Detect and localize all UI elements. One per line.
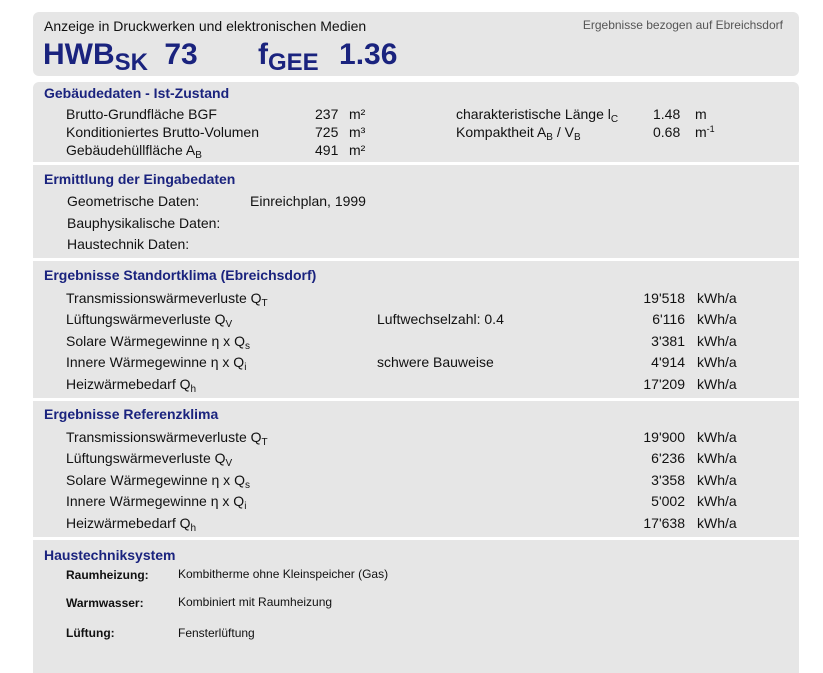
eingabe-panel — [33, 165, 799, 258]
gebaeude-unit: m³ — [349, 124, 366, 140]
result-unit: kWh/a — [697, 471, 737, 488]
result-label: Transmissionswärmeverluste $Q_T$ — [66, 429, 268, 448]
standort-panel — [33, 261, 799, 398]
result-label: Solare Wärmegewinne η x $Q_s$ — [66, 471, 250, 491]
result-value: 6'116 — [652, 311, 685, 328]
gebaeude-panel — [33, 82, 799, 162]
result-value: 19'518 — [643, 290, 685, 306]
haustechnik-label: Raumheizung: — [66, 568, 149, 582]
gebaeude-value: 491 — [315, 142, 339, 158]
gebaeude-right-row: Kompaktheit $A_B / V_B$ — [456, 124, 581, 143]
eingabe-value: Einreichplan, 1999 — [250, 193, 366, 209]
header-note: Ergebnisse bezogen auf Ebreichsdorf — [582, 18, 783, 32]
gebaeude-row: Gebäudehüllfläche $A_B$ — [66, 142, 202, 161]
fgee-indicator — [258, 38, 398, 76]
fgee-label: f — [258, 38, 268, 71]
result-unit: kWh/a — [697, 429, 737, 445]
haustechnik-panel — [33, 540, 799, 673]
haustechnik-label: Lüftung: — [66, 626, 115, 640]
result-note: Luftwechselzahl: 0.4 — [377, 311, 504, 328]
gebaeude-row: Brutto-Grundfläche BGF — [66, 106, 217, 122]
result-label: Innere Wärmegewinne η x $Q_i$ — [66, 493, 247, 513]
haustechnik-value: Kombitherme ohne Kleinspeicher (Gas) — [178, 567, 389, 581]
result-unit: kWh/a — [697, 493, 737, 510]
gebaeude-right-row: charakteristische Länge $l_C$ — [456, 106, 619, 125]
result-label: Heizwärmebedarf $Q_h$ — [66, 375, 197, 395]
gebaeude-right-unit: $m^{-1}$ — [695, 124, 715, 140]
result-label: Heizwärmebedarf $Q_h$ — [66, 514, 197, 534]
result-value: 17'209 — [643, 375, 685, 392]
result-unit: kWh/a — [697, 514, 737, 531]
hwb-sub: SK — [114, 49, 148, 76]
gebaeude-unit: m² — [349, 142, 366, 158]
gebaeude-row: Konditioniertes Brutto-Volumen — [66, 124, 259, 140]
result-value: 4'914 — [651, 354, 685, 371]
result-value: 3'381 — [651, 332, 685, 349]
section-title-referenz: Ergebnisse Referenzklima — [44, 406, 219, 422]
eingabe-label: Bauphysikalische Daten: — [67, 215, 221, 231]
result-label: Solare Wärmegewinne η x $Q_s$ — [66, 332, 250, 352]
gebaeude-unit: m² — [349, 106, 366, 122]
result-unit: kWh/a — [697, 450, 737, 467]
gebaeude-right-value: 0.68 — [653, 124, 681, 140]
result-value: 3'358 — [651, 471, 685, 488]
gebaeude-right-value: 1.48 — [653, 106, 681, 122]
referenz-panel — [33, 401, 799, 537]
hwb-indicator — [43, 38, 198, 76]
result-value: 6'236 — [651, 450, 685, 467]
eingabe-label: Geometrische Daten: — [67, 193, 200, 209]
header-title: Anzeige in Druckwerken und elektronischen Medien — [44, 18, 367, 34]
haustechnik-value: Kombiniert mit Raumheizung — [178, 595, 333, 609]
result-unit: kWh/a — [697, 354, 737, 371]
result-note: schwere Bauweise — [377, 354, 494, 371]
result-unit: kWh/a — [697, 332, 737, 349]
section-title-gebaeude: Gebäudedaten - Ist-Zustand — [44, 85, 230, 101]
gebaeude-right-unit: m — [695, 106, 707, 122]
haustechnik-value: Fensterlüftung — [178, 626, 255, 640]
fgee-sub: GEE — [268, 49, 319, 76]
hwb-label: HWB — [43, 38, 115, 71]
result-label: Lüftungswärmeverluste $Q_V$ — [66, 450, 233, 470]
result-value: 17'638 — [643, 514, 685, 531]
result-unit: kWh/a — [697, 290, 737, 306]
eingabe-label: Haustechnik Daten: — [67, 236, 190, 252]
fgee-value: 1.36 — [339, 38, 398, 71]
result-label: Transmissionswärmeverluste $Q_T$ — [66, 290, 268, 309]
result-unit: kWh/a — [697, 311, 737, 328]
header-panel — [33, 12, 799, 76]
haustechnik-label: Warmwasser: — [66, 596, 144, 610]
result-label: Lüftungswärmeverluste $Q_V$ — [66, 311, 233, 331]
section-title-eingabe: Ermittlung der Eingabedaten — [44, 171, 236, 187]
result-value: 5'002 — [651, 493, 685, 510]
result-label: Innere Wärmegewinne η x $Q_i$ — [66, 354, 247, 374]
gebaeude-value: 237 — [315, 106, 339, 122]
hwb-value: 73 — [164, 38, 198, 71]
section-title-haustechnik: Haustechniksystem — [44, 547, 176, 563]
section-title-standort: Ergebnisse Standortklima (Ebreichsdorf) — [44, 267, 317, 283]
result-value: 19'900 — [643, 429, 685, 445]
gebaeude-value: 725 — [315, 124, 339, 140]
result-unit: kWh/a — [697, 375, 737, 392]
